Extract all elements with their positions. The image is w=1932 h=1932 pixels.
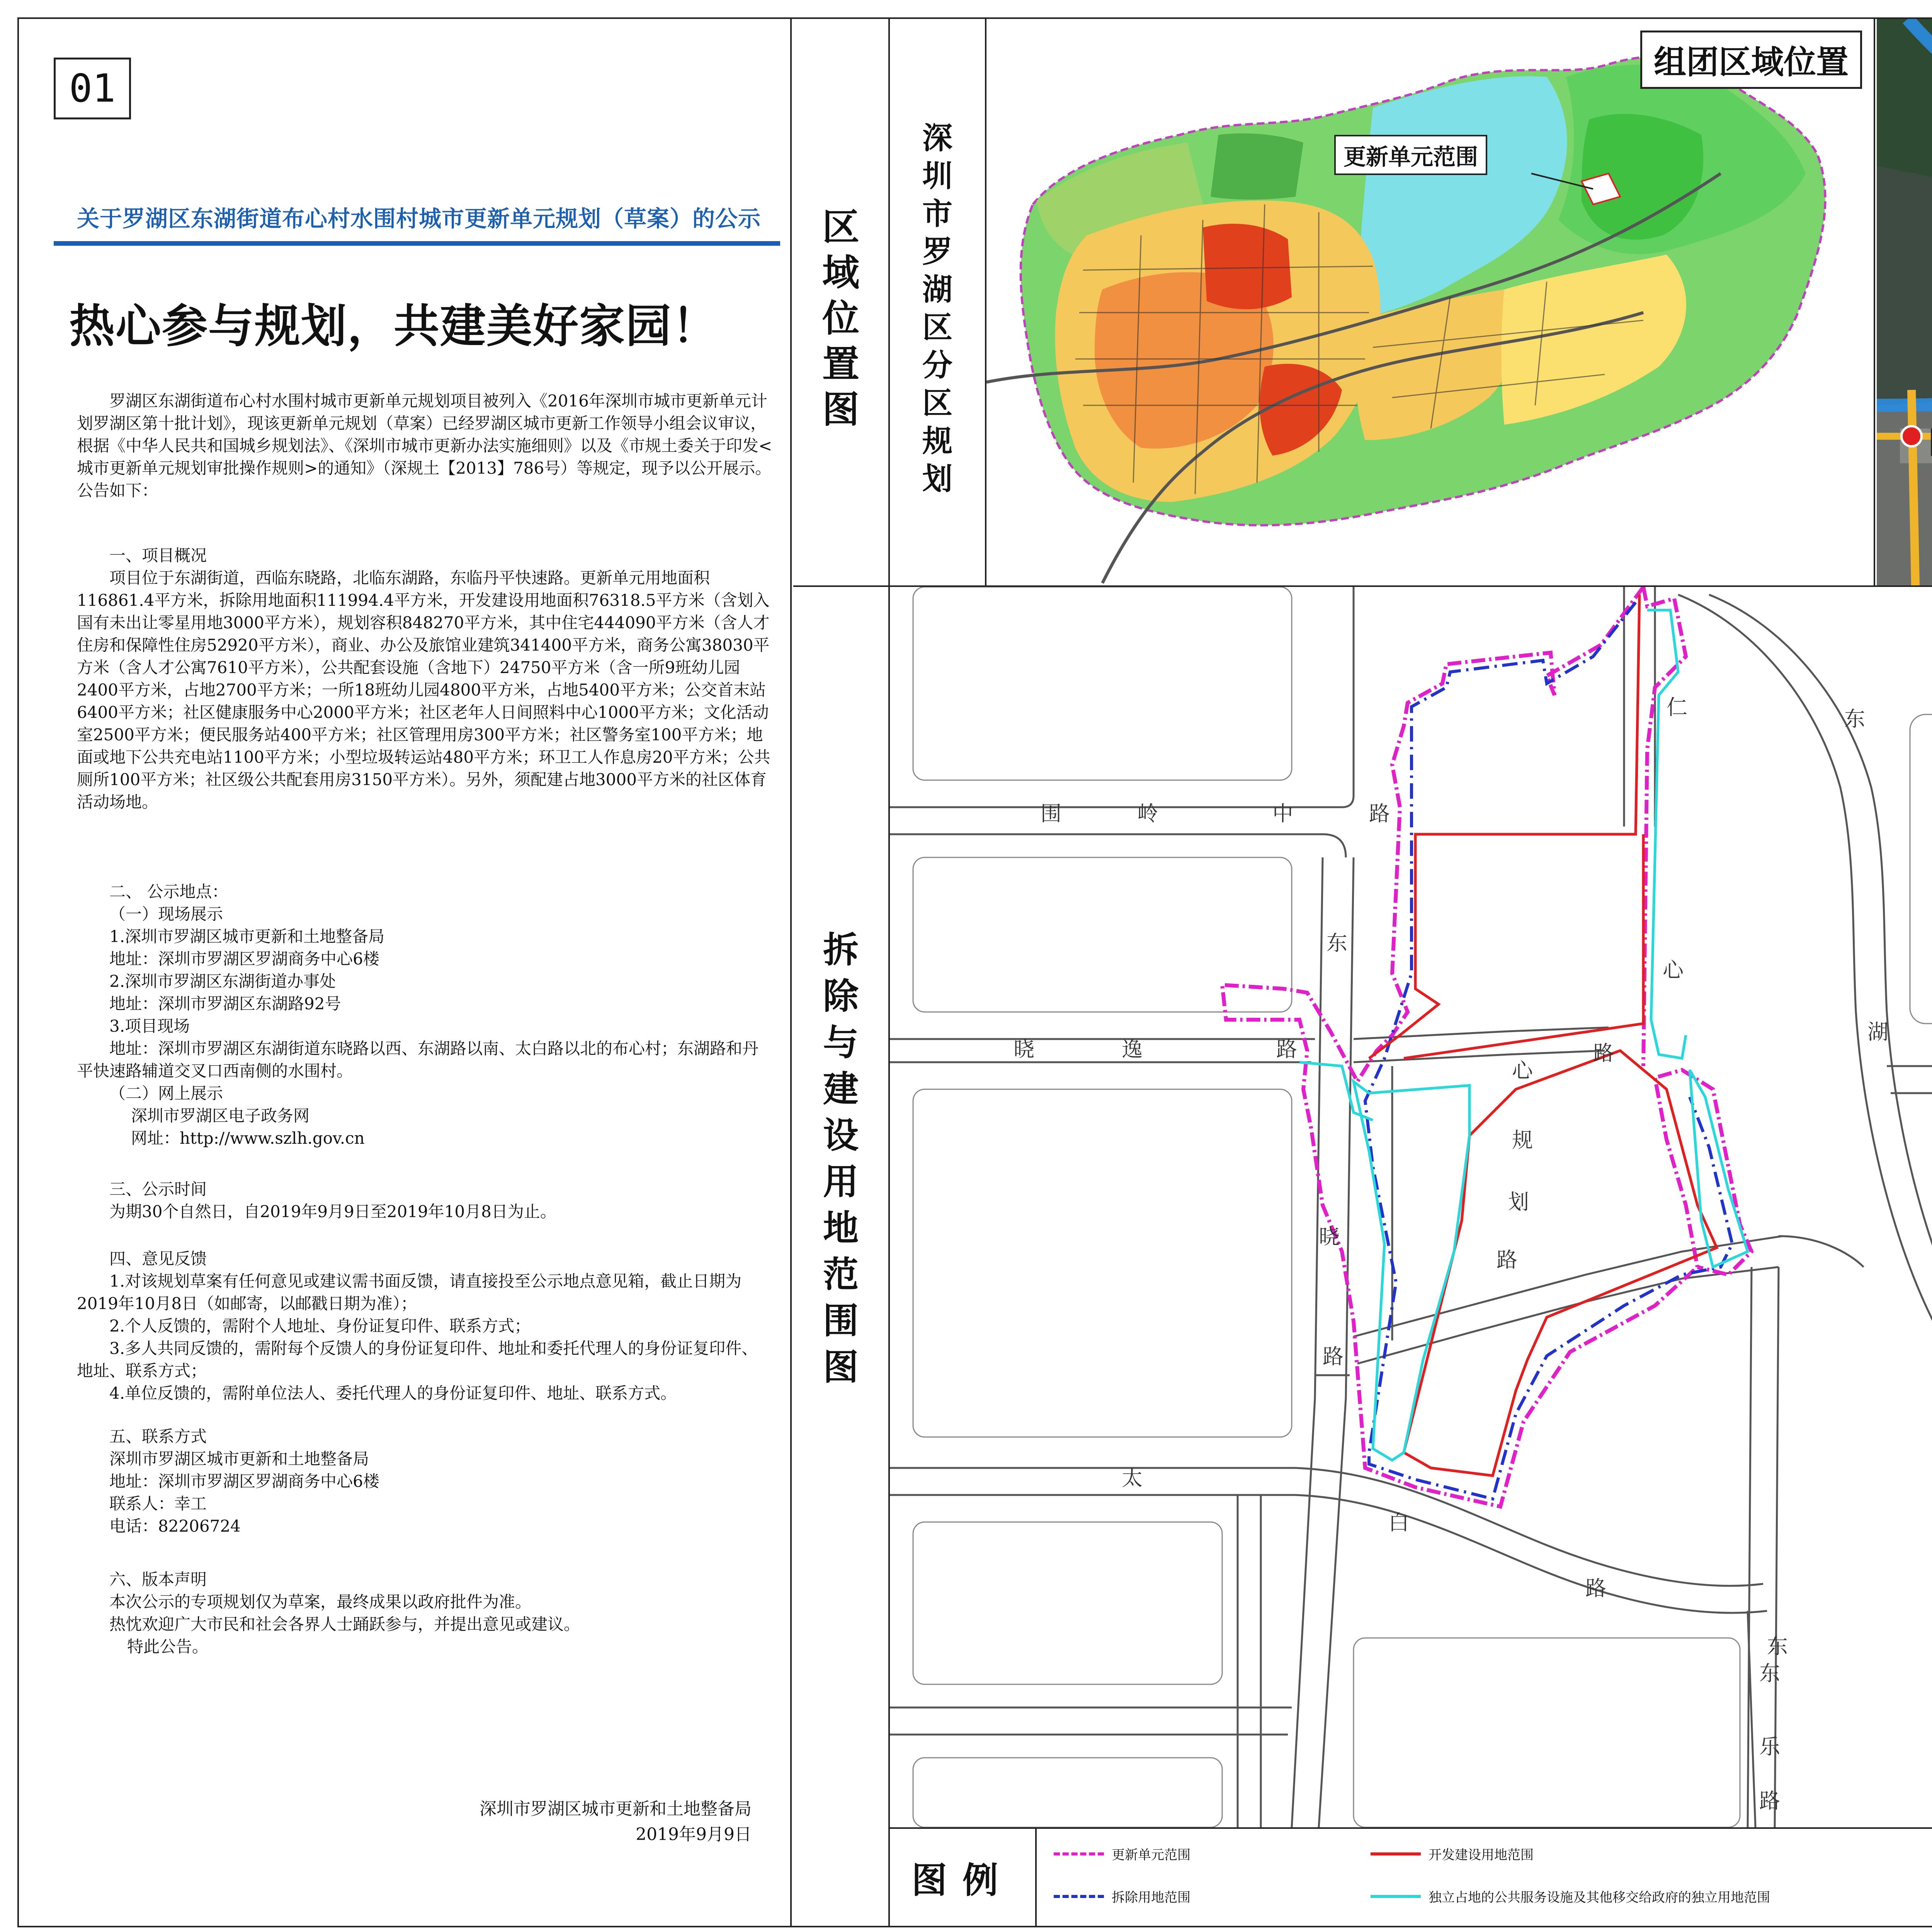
section3-title: 三、公示时间 [109,1180,207,1199]
section2-line: 地址：深圳市罗湖区东湖路92号 [109,994,341,1013]
plan-label-char: 与 [823,1022,859,1063]
section-feedback [77,1248,772,1405]
section2-line: 2.深圳市罗湖区东湖街道办事处 [109,972,336,991]
section5-title: 五、联系方式 [109,1427,207,1446]
intro-text: 罗湖区东湖街道布心村水围村城市更新单元规划项目被列入《2016年深圳市城市更新单元计划罗湖区第十批计划》，现该更新单元规划（草案）已经罗湖区城市更新工作领导小组会议审议，根据《中华人民共和国城乡规划法》、《深圳市城市更新办法实施细则》以及《市规土委关于印发<城市更新单元规划审批操作规则>的通知》（深规土【2013】786号）等规定，现予以公开展示。公告如下： [77,391,772,500]
land-use-map-graphic [986,19,1875,585]
location-label-char: 位 [822,297,859,340]
legend-swatch [1371,1852,1421,1855]
section5-line: 地址：深圳市罗湖区罗湖商务中心6楼 [109,1472,379,1491]
drawing-area [793,19,1932,1926]
aerial-map-graphic [1877,19,1932,585]
road-label-xiaoyi: 路 [1276,1037,1297,1061]
district-label-char: 分 [922,348,952,383]
section6-line: 热忱欢迎广大市民和社会各界人士踊跃参与，并提出意见或建议。 [109,1615,580,1634]
section4-line: 3.多人共同反馈的，需附每个反馈人的身份证复印件、地址和委托代理人的身份证复印件、地址、联系方式； [77,1339,758,1380]
district-label-char: 区 [922,310,952,345]
section5-line: 深圳市罗湖区城市更新和土地整备局 [109,1449,369,1468]
section4-line: 4.单位反馈的，需附单位法人、委托代理人的身份证复印件、地址、联系方式。 [109,1384,677,1403]
legend-swatch [1054,1852,1104,1855]
section-time [77,1178,772,1223]
section1-body: 项目位于东湖街道，西临东晓路，北临东湖路，东临丹平快速路。更新单元用地面积116861.4平方米，拆除用地面积111994.4平方米，开发建设用地面积76318.5平方米（含划入国有未出让零星用地3000平方米），规划容积848270平方米，其中住宅444090平方米（含人才住房和保障性住房52920平方米），商业、办公及旅馆业建筑341400平方米，商务公寓38030平方米（含人才公寓7610平方米），公共配套设施（含地下）24750平方米（含一所9班幼儿园2400平方米，占地2700平方米；一所18班幼儿园4800平方米，占地5400平方米；公交首末站6400平方米；社区健康服务中心2000平方米；社区老年人日间照料中心1000平方米；文化活动室2500平方米；便民服务站400平方米；社区管理用房300平方米；社区警务室100平方米；地面或地下公共充电站1100平方米；小型垃圾转运站480平方米；环卫工人作息房20平方米；公共厕所100平方米；社区级公共配套用房3150平方米）。另外，须配建占地3000平方米的社区体育活动场地。 [77,568,770,811]
legend-title: 图例 [890,1829,1037,1926]
development-boundary [1369,595,1932,1630]
section6-line: 特此公告。 [127,1637,209,1656]
location-label-char: 置 [822,342,859,386]
legend-notes-row [890,1827,1932,1926]
road-label-xinxin: 划 [1508,1190,1529,1214]
district-panel-label [890,19,986,587]
road-label-dongle: 乐 [1759,1735,1780,1759]
section5-line: 电话：82206724 [109,1517,241,1536]
road-label-xinxin: 规 [1512,1128,1533,1152]
road-label-donghu: 东 [1844,707,1865,731]
road-label-xiaoyi: 晓 [1014,1037,1034,1061]
intro-paragraph [77,390,772,502]
plan-panel-label [793,587,890,1926]
road-labels [1014,695,1932,1813]
plan-label-char: 范 [823,1254,859,1295]
road-label-dongle: 路 [1759,1789,1780,1813]
legend-swatch [1054,1895,1104,1898]
plan-label-char: 拆 [823,929,859,971]
road-label-taibai: 白 [1388,1510,1409,1535]
plan-label-char: 围 [823,1300,859,1342]
legend-items [1038,1829,1932,1926]
district-label-char: 区 [922,386,952,421]
section2-line: 地址：深圳市罗湖区东湖街道东晓路以西、东湖路以南、太白路以北的布心村；东湖路和丹平快速路辅道交叉口西南侧的水围村。 [77,1039,759,1080]
plan-label-text [793,927,888,1391]
signature-date: 2019年9月9日 [636,1825,752,1844]
road-label-renxin: 仁 [1667,695,1687,719]
road-label-dongxiao: 东 [1327,931,1347,955]
site-plan-graphic [890,587,1932,1827]
section3-body: 为期30个自然日，自2019年9月9日至2019年10月8日为止。 [109,1202,556,1221]
site-plan [890,587,1932,1827]
location-label-char: 区 [822,206,859,249]
legend-label: 独立占地的公共服务设施及其他移交给政府的独立用地范围 [1429,1890,1770,1905]
location-label-text [793,204,888,432]
plan-label-char: 图 [823,1347,859,1388]
road-label-weilingzhong: 围 [1041,801,1061,826]
location-panel-label [793,19,890,587]
road-label-taibai: 路 [1585,1576,1606,1600]
plan-label-char: 建 [823,1068,859,1110]
section6-title: 六、版本声明 [109,1570,207,1589]
notice-text-column [19,19,792,1926]
district-label-text [890,119,985,498]
poster-sheet [17,17,1932,1927]
section2-line: （一）现场展示 [109,905,223,923]
district-label-char: 罗 [922,235,952,269]
plan-label-char: 地 [823,1208,859,1249]
legend-swatch [1371,1895,1421,1898]
section6-line: 本次公示的专项规划仅为草案，最终成果以政府批件为准。 [109,1592,532,1611]
road-label-donghu: 湖 [1867,1020,1888,1044]
plan-label-char: 用 [823,1161,859,1202]
map1-tag: 组团区域位置 [1640,31,1862,89]
road-label-renxin: 心 [1663,958,1684,982]
section4-title: 四、意见反馈 [109,1249,207,1268]
legend-label: 开发建设用地范围 [1429,1847,1534,1863]
plan-label-char: 除 [823,976,859,1017]
section2-line: 3.项目现场 [109,1017,190,1036]
location-maps-row [986,19,1932,587]
district-label-char: 市 [922,197,952,231]
signature-org: 深圳市罗湖区城市更新和土地整备局 [480,1799,752,1819]
district-label-char: 湖 [922,272,952,307]
road-label-xiaoyi: 逸 [1122,1037,1143,1061]
road-label-dongxin: 东 [1767,1634,1788,1658]
section-contact [77,1425,772,1537]
section4-line: 2.个人反馈的，需附个人地址、身份证复印件、联系方式； [109,1316,531,1335]
location-label-char: 域 [822,251,859,294]
sheet-number: 01 [54,58,131,119]
plan-label-char: 设 [823,1115,859,1156]
legend-item-renewal [1054,1844,1190,1863]
section-locations [77,881,772,1150]
map1-callout: 更新单元范围 [1334,135,1487,175]
road-label-dongxiao: 晓 [1319,1225,1340,1249]
district-land-use-map [986,19,1875,585]
road-label-xinxin: 心 [1512,1058,1533,1083]
location-label-char: 图 [822,388,859,431]
road-label-dongxiao: 路 [1323,1344,1344,1369]
legend-label: 拆除用地范围 [1112,1890,1190,1905]
legend-item-development [1371,1844,1534,1863]
legend-item-public-land [1371,1887,1770,1906]
road-label-dongle: 东 [1759,1661,1780,1685]
section2-title: 二、 公示地点： [109,882,228,901]
section2-line: 深圳市罗湖区电子政务网 [131,1106,310,1125]
signature-block [480,1796,752,1847]
road-label-weilingzhong: 中 [1272,801,1293,826]
notice-title: 关于罗湖区东湖街道布心村水围村城市更新单元规划（草案）的公示 [77,206,761,232]
section1-title: 一、项目概况 [109,546,207,565]
road-label-taibai: 太 [1122,1466,1143,1490]
road-label-weilingzhong: 路 [1369,801,1390,826]
road-label-xinxin: 路 [1497,1248,1517,1272]
section2-line: 地址：深圳市罗湖区罗湖商务中心6楼 [109,949,379,968]
street-aerial-map [1877,19,1932,585]
road-label-renxin: 路 [1593,1041,1614,1065]
section-version [77,1568,772,1658]
section5-line: 联系人：幸工 [109,1494,207,1513]
district-label-char: 深 [922,121,952,156]
section2-line: 网址：http://www.szlh.gov.cn [131,1129,365,1148]
public-land-boundary [1299,610,1932,1646]
district-label-char: 划 [922,462,952,497]
slogan: 热心参与规划，共建美好家园！ [69,299,719,353]
legend-label: 更新单元范围 [1112,1847,1190,1863]
road-label-weilingzhong: 岭 [1137,801,1158,826]
section4-line: 1.对该规划草案有任何意见或建议需书面反馈，请直接投至公示地点意见箱，截止日期为2019年10月8日（如邮寄，以邮戳日期为准）； [77,1272,742,1313]
district-label-char: 规 [922,424,952,459]
section2-line: 1.深圳市罗湖区城市更新和土地整备局 [109,927,385,946]
legend-item-demolition [1054,1887,1190,1906]
section-project-overview [77,544,772,813]
title-divider [54,241,780,246]
section2-line: （二）网上展示 [109,1084,223,1103]
district-label-char: 圳 [922,159,952,194]
